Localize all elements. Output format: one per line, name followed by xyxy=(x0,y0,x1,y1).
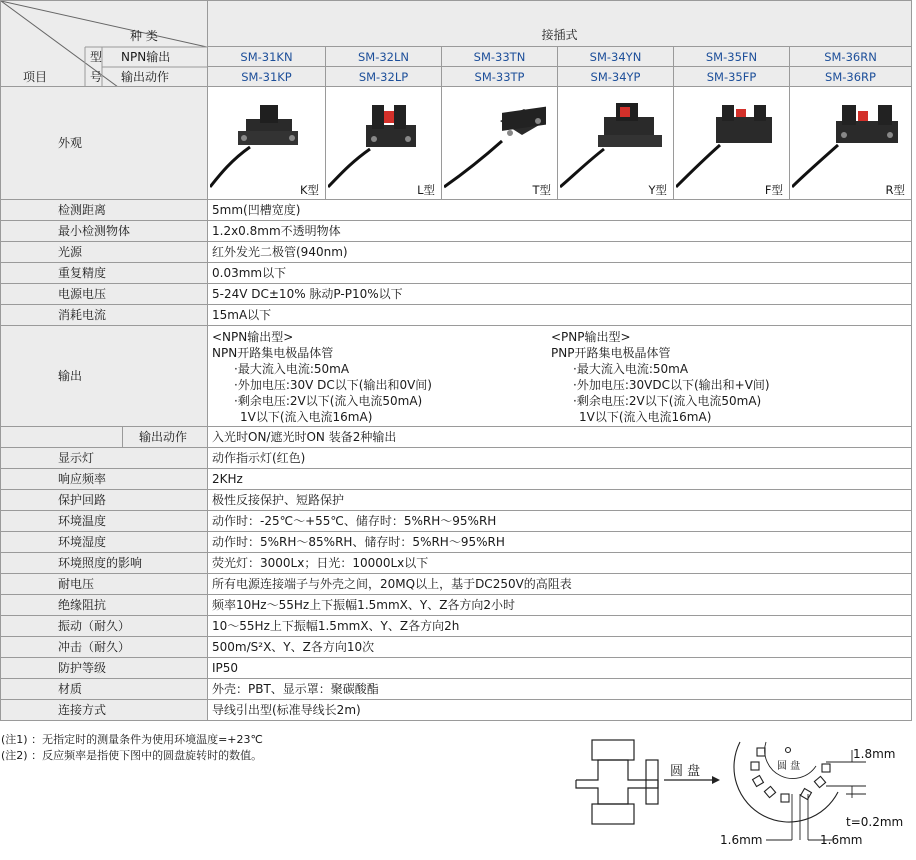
spec-value: 动作时：5%RH～85%RH、储存时：5%RH～95%RH xyxy=(208,532,912,553)
pnp-model-cell: SM-36RP xyxy=(790,67,912,87)
spec-value: 荧光灯：3000Lx；日光：10000Lx以下 xyxy=(208,553,912,574)
spec-label: 材质 xyxy=(1,679,208,700)
output-action-sub-label: 输出动作 xyxy=(139,430,188,444)
pnp-output-line: PNP开路集电极晶体管 xyxy=(551,346,671,360)
npn-model-cell: SM-35FN xyxy=(674,47,790,67)
spec-value: 极性反接保护、短路保护 xyxy=(208,490,912,511)
note-1: (注1) ：无指定时的测量条件为使用环境温度=+23℃ xyxy=(1,733,263,746)
spec-row xyxy=(1,574,912,595)
output-action-label: 输出动作 xyxy=(121,70,170,84)
spec-label: 保护回路 xyxy=(1,490,208,511)
appearance-caption: F型 xyxy=(764,183,783,197)
output-label: 输出 xyxy=(1,326,208,427)
disc-label: 圆 盘 xyxy=(670,764,701,779)
sensor-photo xyxy=(444,91,554,191)
npn-model-cell: SM-33TN xyxy=(442,47,558,67)
appearance-caption: T型 xyxy=(532,183,551,197)
npn-output-line: ·外加电压:30V DC以下(输出和0V间) xyxy=(234,378,432,392)
spec-row xyxy=(1,532,912,553)
spec-row xyxy=(1,284,912,305)
dim-thickness-label: t=0.2mm xyxy=(846,815,904,829)
spec-label: 重复精度 xyxy=(1,263,208,284)
spec-label: 响应频率 xyxy=(1,469,208,490)
sensor-outline xyxy=(576,740,658,824)
spec-row xyxy=(1,700,912,721)
appearance-caption: K型 xyxy=(299,183,319,197)
spec-value: 外壳：PBT、显示罩：聚碳酸酯 xyxy=(208,679,912,700)
pnp-model-cell: SM-32LP xyxy=(326,67,442,87)
spec-value: 10～55Hz上下振幅1.5mmX、Y、Z各方向2h xyxy=(208,616,912,637)
spec-label: 环境湿度 xyxy=(1,532,208,553)
npn-output-label: NPN输出 xyxy=(121,50,171,64)
sensor-photo xyxy=(792,91,902,191)
pnp-model-cell: SM-34YP xyxy=(558,67,674,87)
dim-right-label: 1.6mm xyxy=(820,833,863,847)
spec-row xyxy=(1,658,912,679)
appearance-cell xyxy=(558,87,674,200)
output-action-row xyxy=(1,427,912,448)
note-2: (注2) ：反应频率是指使下图中的圆盘旋转时的数值。 xyxy=(1,749,263,762)
spec-row xyxy=(1,263,912,284)
spec-label: 连接方式 xyxy=(1,700,208,721)
spec-value: IP50 xyxy=(208,658,912,679)
spec-label: 振动（耐久） xyxy=(1,616,208,637)
npn-output-line: ·最大流入电流:50mA xyxy=(234,362,350,376)
spec-row xyxy=(1,490,912,511)
model-label-b: 号 xyxy=(90,70,103,84)
dim-top-label: 1.8mm xyxy=(853,747,896,761)
spec-row xyxy=(1,616,912,637)
appearance-caption: R型 xyxy=(885,183,906,197)
pnp-output-spec xyxy=(551,329,770,425)
spec-row xyxy=(1,679,912,700)
spec-value: 15mA以下 xyxy=(208,305,912,326)
spec-value: 红外发光二极管(940nm) xyxy=(208,242,912,263)
appearance-cell xyxy=(790,87,912,200)
npn-model-cell: SM-31KN xyxy=(208,47,326,67)
spec-row xyxy=(1,637,912,658)
spec-label: 冲击（耐久） xyxy=(1,637,208,658)
spec-value: 动作指示灯(红色) xyxy=(208,448,912,469)
spec-label: 最小检测物体 xyxy=(1,221,208,242)
disc-label-inner: 圆 盘 xyxy=(777,761,801,772)
notes xyxy=(1,732,263,764)
npn-output-spec xyxy=(212,329,432,425)
spec-row xyxy=(1,595,912,616)
spec-row xyxy=(1,305,912,326)
spec-value: 导线引出型(标准导线长2m) xyxy=(208,700,912,721)
spec-row xyxy=(1,221,912,242)
npn-output-line: 1V以下(流入电流16mA) xyxy=(240,410,373,424)
spec-row xyxy=(1,469,912,490)
npn-model-cell: SM-36RN xyxy=(790,47,912,67)
output-action-value: 入光时ON/遮光时ON 装备2种输出 xyxy=(208,427,912,448)
sensor-photo xyxy=(328,91,438,191)
spec-row xyxy=(1,448,912,469)
appearance-cell xyxy=(674,87,790,200)
model-label-a: 型 xyxy=(90,50,103,64)
pnp-output-line: 1V以下(流入电流16mA) xyxy=(579,410,712,424)
npn-output-line: NPN开路集电极晶体管 xyxy=(212,346,334,360)
pnp-model-cell: SM-31KP xyxy=(208,67,326,87)
spec-label: 显示灯 xyxy=(1,448,208,469)
sensor-photo xyxy=(676,91,786,191)
output-action-label-cell xyxy=(1,427,208,448)
spec-value: 5mm(凹槽宽度) xyxy=(208,200,912,221)
spec-row xyxy=(1,511,912,532)
spec-value: 所有电源连接端子与外壳之间，20MQ以上，基于DC250V的高阻表 xyxy=(208,574,912,595)
connector-type-header: 接插式 xyxy=(208,1,912,47)
output-spec-cell xyxy=(208,326,912,427)
appearance-cell xyxy=(208,87,326,200)
spec-label: 光源 xyxy=(1,242,208,263)
appearance-row xyxy=(1,87,912,200)
spec-value: 500m/S²X、Y、Z各方向10次 xyxy=(208,637,912,658)
npn-output-line: <NPN输出型> xyxy=(212,330,294,344)
npn-model-cell: SM-34YN xyxy=(558,47,674,67)
npn-output-line: ·剩余电压:2V以下(流入电流50mA) xyxy=(234,394,423,408)
sensor-photo xyxy=(560,91,670,191)
spec-label: 绝缘阻抗 xyxy=(1,595,208,616)
appearance-label: 外观 xyxy=(1,87,208,200)
pnp-model-cell: SM-33TP xyxy=(442,67,558,87)
pnp-model-cell: SM-35FP xyxy=(674,67,790,87)
spec-label: 电源电压 xyxy=(1,284,208,305)
output-row xyxy=(1,326,912,427)
spec-label: 耐电压 xyxy=(1,574,208,595)
spec-label: 消耗电流 xyxy=(1,305,208,326)
npn-model-cell: SM-32LN xyxy=(326,47,442,67)
spec-value: 5-24V DC±10% 脉动P-P10%以下 xyxy=(208,284,912,305)
spec-value: 2KHz xyxy=(208,469,912,490)
spec-row xyxy=(1,242,912,263)
header-corner-cell xyxy=(1,1,208,87)
spec-row xyxy=(1,200,912,221)
appearance-cell xyxy=(442,87,558,200)
disc-view xyxy=(734,742,838,822)
pnp-output-line: ·最大流入电流:50mA xyxy=(573,362,689,376)
dimension-diagram xyxy=(570,736,910,858)
item-label: 项目 xyxy=(23,70,48,84)
dim-left-label: 1.6mm xyxy=(720,833,763,847)
appearance-caption: Y型 xyxy=(648,183,667,197)
spec-label: 检测距离 xyxy=(1,200,208,221)
spec-label: 环境照度的影响 xyxy=(1,553,208,574)
appearance-cell xyxy=(326,87,442,200)
spec-label: 环境温度 xyxy=(1,511,208,532)
pnp-output-line: <PNP输出型> xyxy=(551,330,631,344)
appearance-caption: L型 xyxy=(417,183,435,197)
spec-value: 动作时：-25℃～+55℃、储存时：5%RH～95%RH xyxy=(208,511,912,532)
spec-row xyxy=(1,553,912,574)
pnp-output-line: ·剩余电压:2V以下(流入电流50mA) xyxy=(573,394,762,408)
kind-label: 种 类 xyxy=(130,29,158,43)
spec-label: 防护等级 xyxy=(1,658,208,679)
sensor-photo xyxy=(210,91,320,191)
pnp-output-line: ·外加电压:30VDC以下(输出和+V间) xyxy=(573,378,770,392)
spec-value: 0.03mm以下 xyxy=(208,263,912,284)
spec-value: 频率10Hz～55Hz上下振幅1.5mmX、Y、Z各方向2小时 xyxy=(208,595,912,616)
spec-value: 1.2x0.8mm不透明物体 xyxy=(208,221,912,242)
